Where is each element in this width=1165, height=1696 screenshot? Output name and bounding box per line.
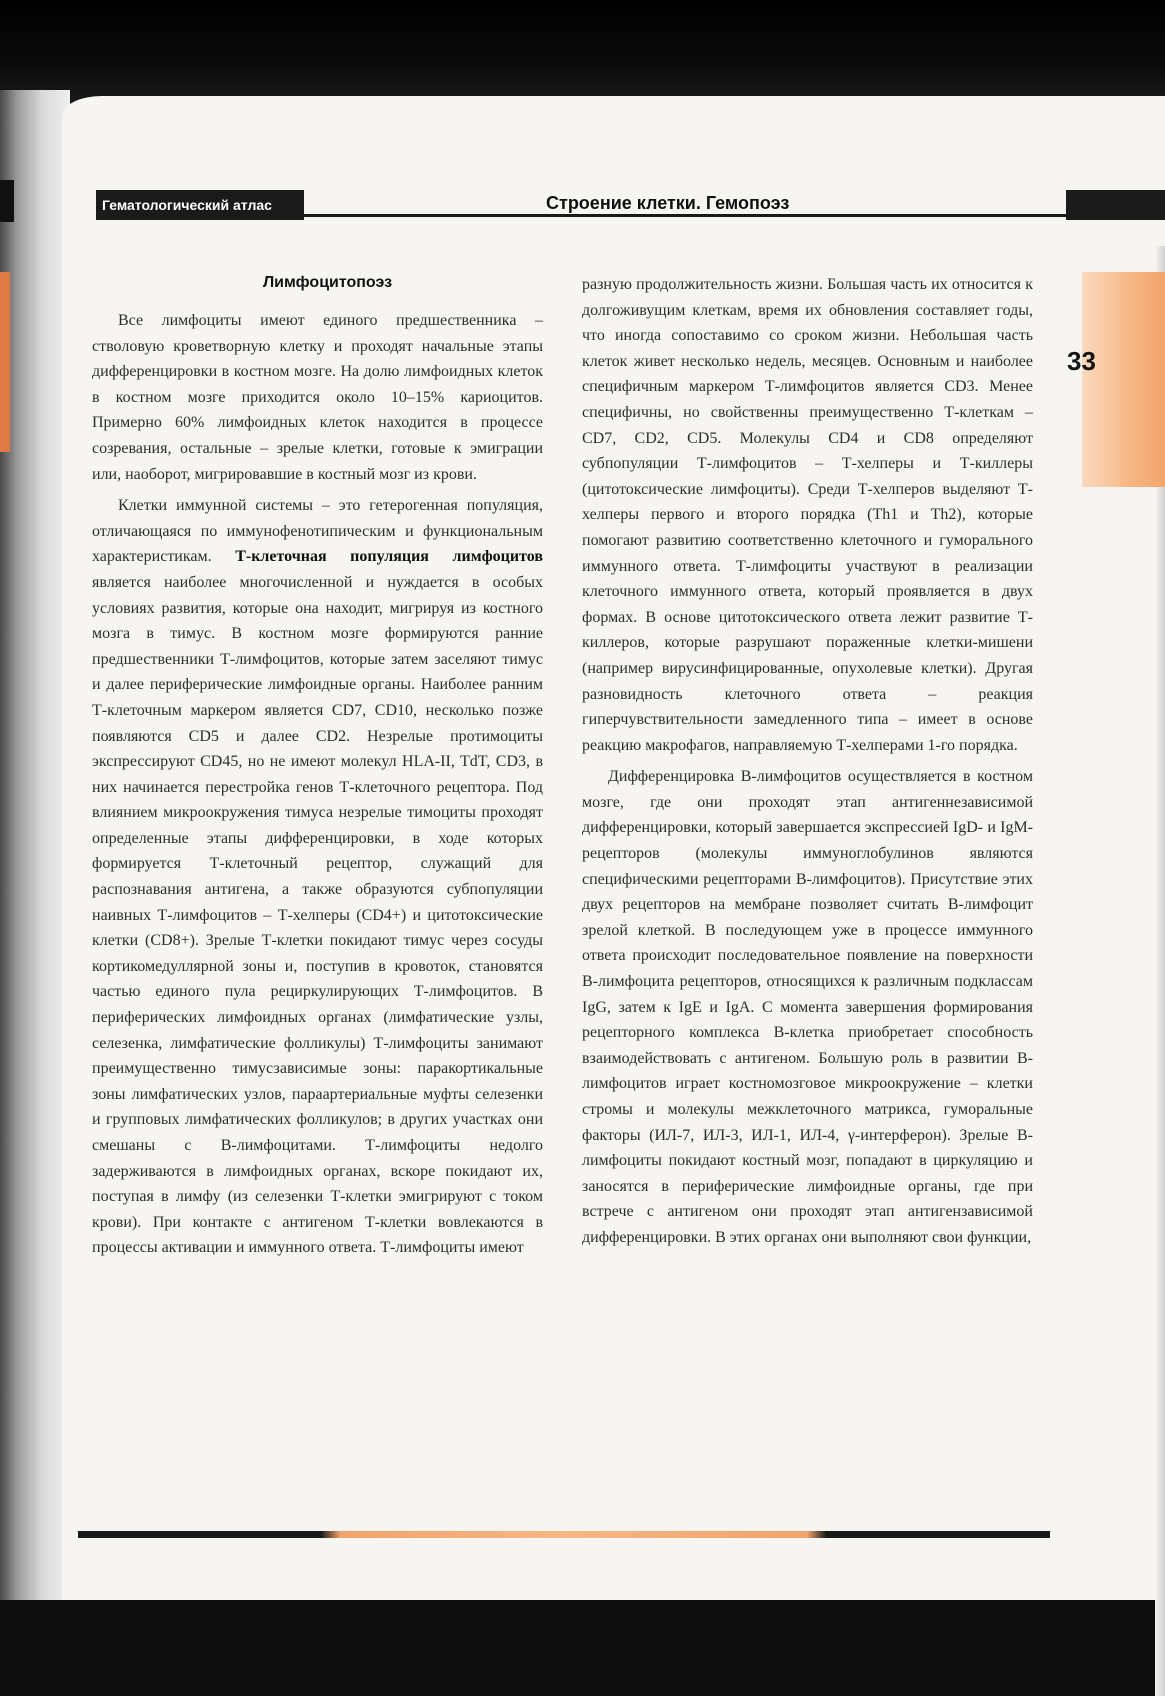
paragraph-text: Клетки иммунной системы – это гетерогенная популяция, отличающаяся по иммунофенотипическим и функциональным характеристикам. bbox=[92, 497, 543, 566]
left-page-tab-fragment bbox=[0, 272, 10, 452]
footer-rule bbox=[78, 1531, 1050, 1538]
paragraph: Дифференцировка В-лимфоцитов осуществляется в костном мозге, где они проходят этап антигеннезависимой дифференцировки, который завершается экспрессией IgD- и IgM-рецепторов (молекулы иммуноглобулинов являются специфическими рецепторами В-лимфоцитов). Присутствие этих двух рецепторов на мембране позволяет считать В-лимфоцит зрелой клеткой. В последующем уже в процессе иммунного ответа происходит последовательное появление на поверхности В-лимфоцита рецепторов, относящихся к различным подклассам IgG, затем к IgE и IgA. С момента завершения формирования рецепторного комплекса В-клетка приобретает способность взаимодействовать с антигеном. Большую роль в развитии В-лимфоцитов играет костномозговое микроокружение – клетки стромы и молекулы межклеточного матрикса, гуморальные факторы (ИЛ-7, ИЛ-3, ИЛ-1, ИЛ-4, γ-интерферон). Зрелые В-лимфоциты покидают костный мозг, попадают в циркуляцию и заносятся в периферические лимфоидные органы, где при встрече с антигеном они проходят этап антигензависимой дифференцировки. В этих органах они выполняют свои функции, bbox=[582, 768, 1033, 1246]
left-page-header-fragment bbox=[0, 180, 14, 222]
header-end-block bbox=[1066, 190, 1165, 220]
book-title: Гематологический атлас bbox=[96, 190, 304, 220]
chapter-side-tab bbox=[1082, 272, 1165, 487]
book-spine-left bbox=[0, 90, 70, 1600]
left-column bbox=[92, 272, 543, 1261]
bold-term: Т-клеточная популяция лимфоцитов bbox=[235, 548, 543, 566]
paragraph: разную продолжительность жизни. Большая часть их относится к долгоживущим клеткам, время их обновления составляет годы, что иногда сопоставимо со сроком жизни. Небольшая часть клеток живет несколько недель, месяцев. Основным и наиболее специфичным маркером Т-лимфоцитов является CD3. Менее специфичны, но свойственны преимущественно Т-клеткам – CD7, CD2, CD5. Молекулы CD4 и CD8 определяют субпопуляции Т-лимфоцитов – Т-хелперы и Т-киллеры (цитотоксические лимфоциты). Среди Т-хелперов выделяют Т-хелперы первого и второго порядка (Th1 и Th2), которые помогают развитию соответственно клеточного и гуморального иммунного ответа. Т-лимфоциты участвуют в реализации клеточного иммунного ответа, который проявляется в двух формах. В основе цитотоксического ответа лежит развитие Т-киллеров, которые разрушают пораженные клетки-мишени (например вирусинфицированные, опухолевые клетки). Другая разновидность клеточного ответа – реакция гиперчувствительности замедленного типа – имеет в основе реакцию макрофагов, направляемую Т-хелперами 1-го порядка. bbox=[582, 276, 1033, 754]
chapter-title: Строение клетки. Гемопоэз bbox=[546, 193, 790, 213]
right-column bbox=[582, 272, 1033, 1251]
running-header bbox=[96, 190, 1165, 220]
scan-top-shadow bbox=[0, 0, 1165, 104]
paragraph-text: является наиболее многочисленной и нуждается в особых условиях развития, которые она находит, мигрируя из костного мозга в тимус. В костном мозге формируются ранние предшественники Т-лимфоцитов, которые затем заселяют тимус и далее периферические лимфоидные органы. Наиболее ранним Т-клеточным маркером является CD7, CD10, несколько позже появляются CD5 и далее CD2. Незрелые протимоциты экспрессируют CD45, но не имеют молекул HLA-II, TdT, CD3, в них начинается перестройка генов Т-клеточного рецептора. Под влиянием микроокружения тимуса незрелые тимоциты проходят определенные этапы дифференцировки, в ходе которых формируется Т-клеточный рецептор, служащий для распознавания антигена, а также образуются субпопуляции наивных Т-лимфоцитов – Т-хелперы (CD4+) и цитотоксические клетки (CD8+). Зрелые Т-клетки покидают тимус через сосуды кортикомедуллярной зоны и, поступив в кровоток, становятся частью единого пула рециркулирующих Т-лимфоцитов. В периферических лимфоидных органах (лимфатические узлы, селезенка, лимфатические фолликулы) Т-лимфоциты занимают преимущественно тимусзависимые зоны: паракортикальные зоны лимфатических узлов, параартериальные муфты селезенки и групповых лимфатических фолликулов; в других участках они смешаны с В-лимфоцитами. Т-лимфоциты недолго задерживаются в лимфоидных органах, вскоре покидают их, поступая в лимфу (из селезенки Т-клетки эмигрируют с током крови). При контакте с антигеном Т-клетки вовлекаются в процессы активации и иммунного ответа. Т-лимфоциты имеют bbox=[92, 573, 543, 1257]
paragraph: Все лимфоциты имеют единого предшественника – стволовую кроветворную клетку и проходят начальные этапы дифференцировки в костном мозге. На долю лимфоидных клеток в костном мозге приходится около 10–15% кариоцитов. Примерно 60% лимфоидных клеток находится в процессе созревания, остальные – зрелые клетки, готовые к эмиграции или, наоборот, мигрировавшие в костный мозг из крови. bbox=[92, 312, 543, 483]
page-number: 33 bbox=[1067, 346, 1096, 376]
paragraph bbox=[92, 493, 543, 1261]
section-heading: Лимфоцитопоэз bbox=[262, 274, 393, 291]
